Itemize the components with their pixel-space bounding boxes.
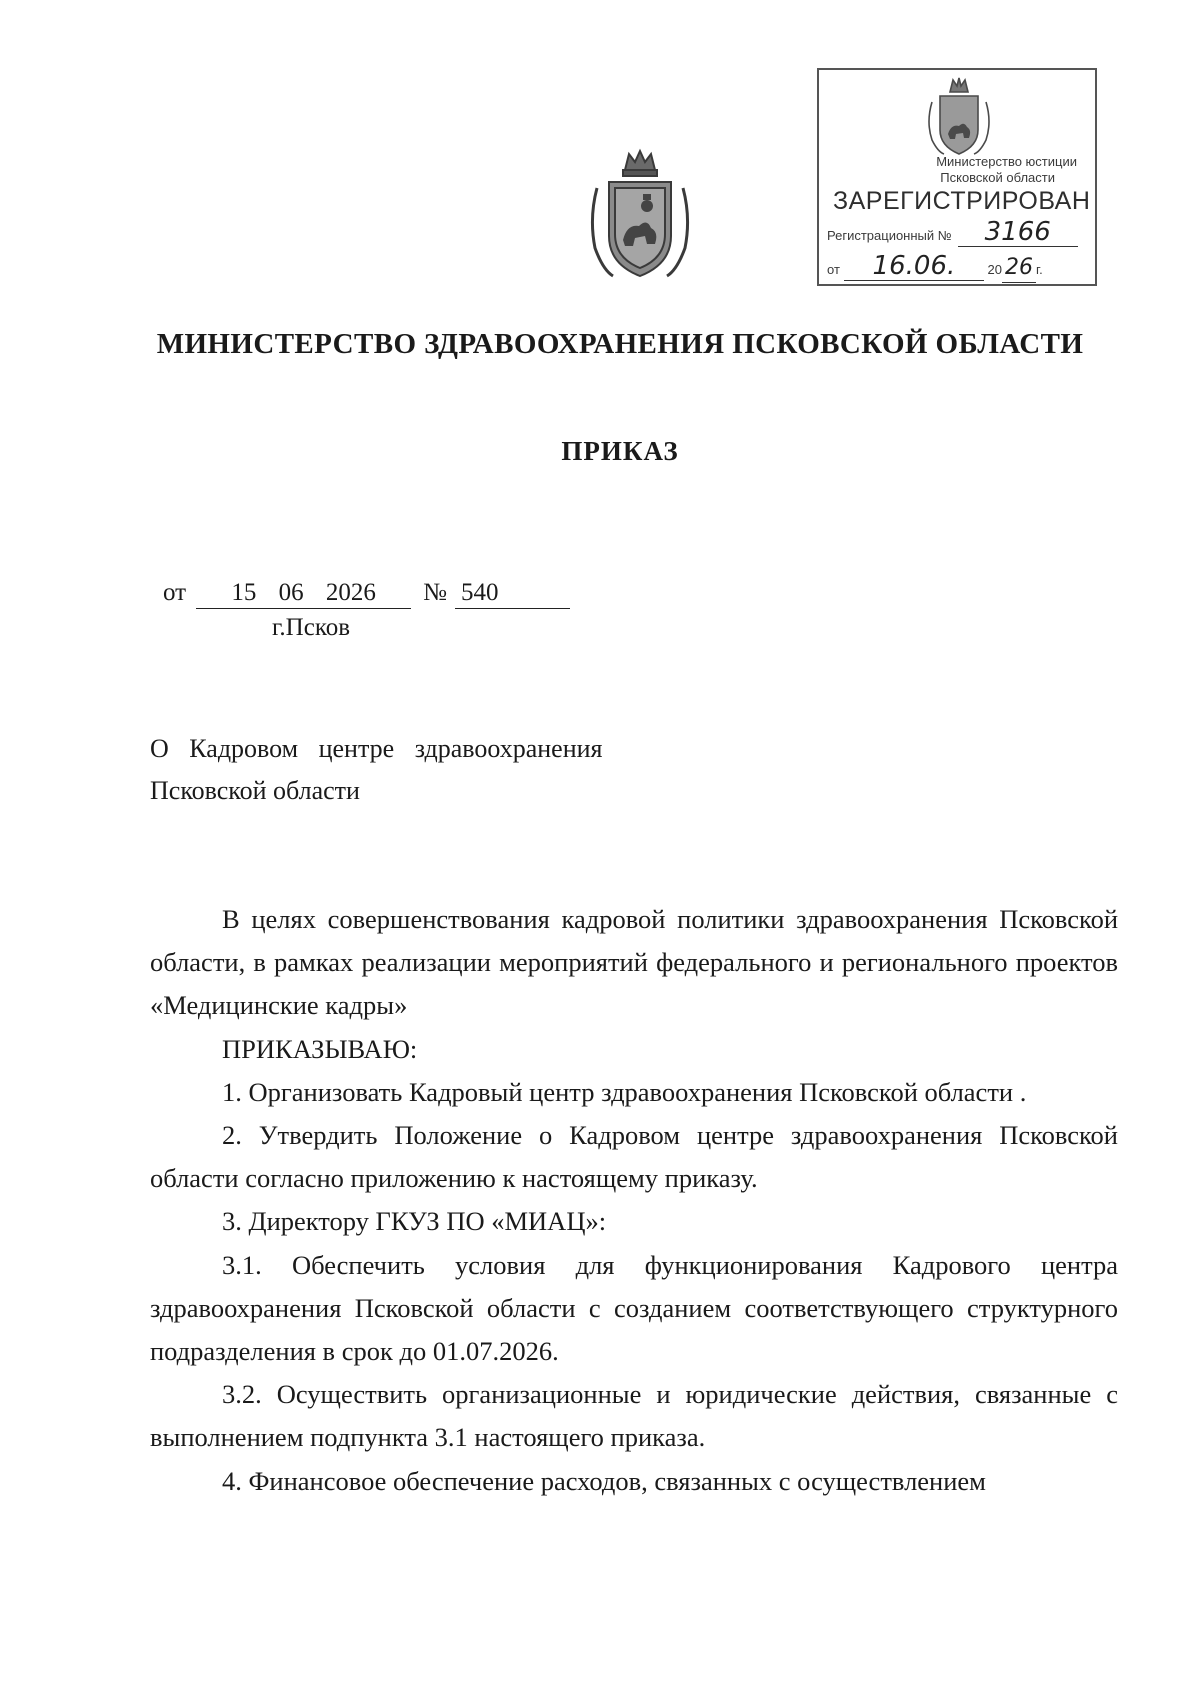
registration-stamp (817, 68, 1097, 286)
item-4: 4. Финансовое обеспечение расходов, связанных с осуществлением (222, 1465, 986, 1496)
stamp-reg-row (827, 218, 1078, 247)
order-date-line (163, 578, 570, 609)
stamp-title: ЗАРЕГИСТРИРОВАН (833, 187, 1091, 215)
stamp-ministry-name (819, 154, 1095, 186)
order-city: г.Псков (272, 614, 351, 641)
item-3-1: 3.1. Обеспечить условия для функционирования Кадрового центра здравоохранения Псковской области с созданием соответствующего структурного подразделения в срок до 01.07.2026. (150, 1249, 1118, 1367)
order-date-label: от (163, 579, 187, 606)
item-3-2: 3.2. Осуществить организационные и юридические действия, связанные с выполнением подпункта 3.1 настоящего приказа. (150, 1379, 1118, 1453)
order-date: 15 06 2026 (196, 578, 411, 609)
coat-of-arms-icon (585, 148, 695, 283)
stamp-date-row (827, 252, 1043, 283)
document-type-title: ПРИКАЗ (561, 436, 679, 466)
subject-line-2: Псковской области (150, 776, 360, 805)
stamp-date-value: 16.06. (844, 252, 984, 281)
item-2: 2. Утвердить Положение о Кадровом центре здравоохранения Псковской области согласно приложению к настоящему приказу. (150, 1120, 1118, 1194)
stamp-date-label: от (827, 262, 840, 277)
stamp-emblem-icon (924, 76, 994, 158)
preamble-paragraph: В целях совершенствования кадровой политики здравоохранения Псковской области, в рамках реализации мероприятий федерального и регионального проектов «Медицинские кадры» (150, 904, 1118, 1021)
stamp-year-suffix: г. (1036, 262, 1043, 277)
item-3: 3. Директору ГКУЗ ПО «МИАЦ»: (222, 1206, 607, 1237)
stamp-ministry-line1: Министерство юстиции (936, 154, 1077, 169)
stamp-reg-number: 3166 (958, 218, 1078, 247)
subject-line-1: О Кадровом центре здравоохранения (150, 734, 603, 763)
order-number-label: № (423, 579, 447, 606)
stamp-ministry-line2: Псковской области (940, 170, 1055, 185)
stamp-reg-label: Регистрационный № (827, 228, 952, 243)
stamp-year-value: 26 (1002, 254, 1036, 283)
order-body (150, 898, 1118, 1503)
ministry-title: МИНИСТЕРСТВО ЗДРАВООХРАНЕНИЯ ПСКОВСКОЙ ОБЛАСТИ (156, 328, 1084, 360)
stamp-year-prefix: 20 (987, 262, 1002, 277)
order-number: 540 (455, 578, 570, 609)
order-subject (150, 728, 603, 812)
order-directive: ПРИКАЗЫВАЮ: (222, 1033, 418, 1064)
item-1: 1. Организовать Кадровый центр здравоохранения Псковской области . (222, 1076, 1027, 1107)
